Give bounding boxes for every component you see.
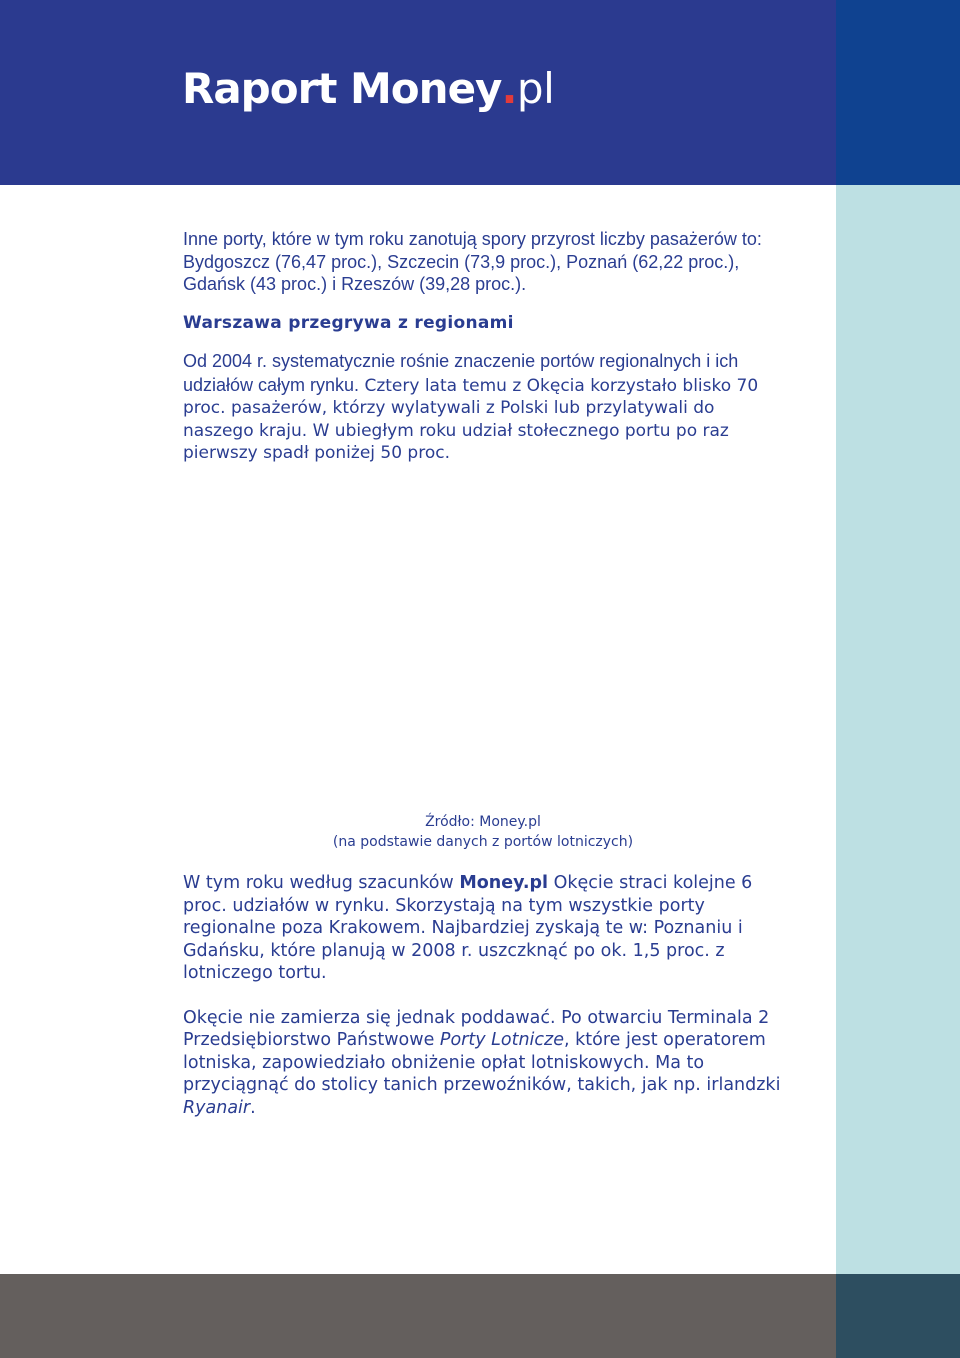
paragraph-regional-ports [183,350,783,465]
side-strip [836,185,960,1274]
article-content [183,228,783,465]
logo-brand: Raport Money [182,64,502,113]
source-note: (na podstawie danych z portów lotniczych) [332,834,634,850]
paragraph-regional-ports-part1: Od 2004 r. systematycznie rośnie znaczenie portów regionalnych i ich udziałów całym rynku. [183,351,739,395]
paragraph-okecie-pre: Okęcie nie zamierza się jednak poddawać. Po otwarciu Terminala 2 Przedsiębiorstwo Państwowe [183,1007,770,1050]
paragraph-okecie-italic2: Ryanair [183,1097,251,1118]
paragraph-forecast-bold: Money.pl [459,873,549,893]
footer-bar [0,1274,836,1358]
paragraph-okecie-italic1: Porty Lotnicze [439,1030,564,1050]
article-continuation [183,872,783,1119]
paragraph-forecast [183,872,783,985]
paragraph-regional-ports-part2: Cztery lata temu z Okęcia korzystało blisko 70 proc. pasażerów, którzy wylatywali z Polski lub przylatywali do naszego kraju. W ubiegłym roku udział stołecznego portu po raz pierwszy spadł poniżej 50 proc. [183,375,759,463]
section-heading: Warszawa przegrywa z regionami [183,312,514,333]
paragraph-okecie-end: . [250,1097,256,1118]
chart-source [183,812,783,852]
paragraph-forecast-post: Okęcie straci kolejne 6 proc. udziałów w rynku. Skorzystają na tym wszystkie porty regionalne poza Krakowem. Najbardziej zyskają te w: Poznaniu i Gdańsku, które planują w 2008 r. uszczknąć po ok. 1,5 proc. z lotniczego tortu. [183,873,753,983]
logo-dot: . [501,64,517,113]
source-label: Źródło: Money.pl [425,814,541,830]
paragraph-okecie-mid: , które jest operatorem lotniska, zapowiedziało obniżenie opłat lotniskowych. Ma to przyciągnąć do stolicy tanich przewoźników, takich, jak np. irlandzki [183,1030,781,1095]
paragraph-okecie [183,1007,783,1120]
paragraph-forecast-pre: W tym roku według szacunków [183,873,460,893]
paragraph-other-ports: Inne porty, które w tym roku zanotują spory przyrost liczby pasażerów to: Bydgoszcz (76,47 proc.), Szczecin (73,9 proc.), Poznań (62,22 proc.), Gdańsk (43 proc.) i Rzeszów (39,28 proc.). [183,229,762,294]
header-accent-block [836,0,960,185]
logo [182,62,554,116]
footer-accent-block [836,1274,960,1358]
logo-tld: pl [516,64,555,113]
